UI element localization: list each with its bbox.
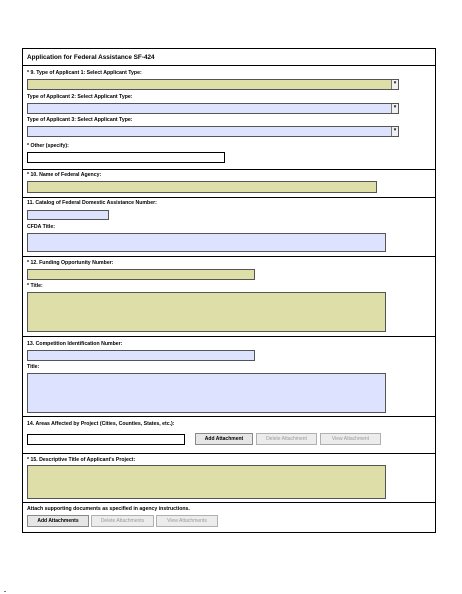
project-title-input[interactable] <box>27 465 386 499</box>
view-attachment-button[interactable]: View Attachment <box>320 433 381 445</box>
divider <box>23 453 435 454</box>
divider <box>23 416 435 417</box>
project-title-label: * 15. Descriptive Title of Applicant's Project: <box>27 457 136 463</box>
competition-label: 13. Competition Identification Number: <box>27 341 123 347</box>
divider <box>23 169 435 170</box>
applicant-type2-label: Type of Applicant 2: Select Applicant Type: <box>27 94 133 100</box>
add-attachments-button[interactable]: Add Attachments <box>27 515 89 527</box>
competition-number-input[interactable] <box>27 350 255 361</box>
agency-label: * 10. Name of Federal Agency: <box>27 172 102 178</box>
divider <box>23 65 435 66</box>
delete-attachment-button[interactable]: Delete Attachment <box>256 433 317 445</box>
competition-title-input[interactable] <box>27 373 386 413</box>
divider <box>23 197 435 198</box>
divider <box>23 336 435 337</box>
funding-number-input[interactable] <box>27 269 255 280</box>
page-mark <box>4 591 6 592</box>
delete-attachments-button[interactable]: Delete Attachments <box>91 515 154 527</box>
areas-label: 14. Areas Affected by Project (Cities, Counties, States, etc.): <box>27 421 175 427</box>
competition-title-label: Title: <box>27 364 40 370</box>
agency-input[interactable] <box>27 181 377 193</box>
sf424-form <box>22 48 436 533</box>
attach-note: Attach supporting documents as specified in agency instructions. <box>27 506 190 512</box>
cfda-number-label: 11. Catalog of Federal Domestic Assistance Number: <box>27 200 157 206</box>
applicant-type1-label: * 9. Type of Applicant 1: Select Applicant Type: <box>27 70 142 76</box>
divider <box>23 256 435 257</box>
applicant-type1-select[interactable] <box>27 79 399 90</box>
cfda-number-input[interactable] <box>27 210 109 220</box>
form-title: Application for Federal Assistance SF-424 <box>27 54 155 61</box>
other-specify-input[interactable] <box>27 152 225 163</box>
divider <box>23 502 435 503</box>
view-attachments-button[interactable]: View Attachments <box>156 515 218 527</box>
dropdown-arrow-icon[interactable]: ▾ <box>391 104 398 113</box>
funding-title-input[interactable] <box>27 292 386 332</box>
applicant-type2-select[interactable] <box>27 103 399 114</box>
funding-number-label: * 12. Funding Opportunity Number: <box>27 260 114 266</box>
add-attachment-button[interactable]: Add Attachment <box>195 433 253 445</box>
cfda-title-input[interactable] <box>27 233 386 252</box>
cfda-title-label: CFDA Title: <box>27 224 55 230</box>
dropdown-arrow-icon[interactable]: ▾ <box>391 127 398 136</box>
areas-file-input[interactable] <box>27 434 185 445</box>
other-label: * Other (specify): <box>27 143 69 149</box>
applicant-type3-select[interactable] <box>27 126 399 137</box>
dropdown-arrow-icon[interactable]: ▾ <box>391 80 398 89</box>
applicant-type3-label: Type of Applicant 3: Select Applicant Type: <box>27 117 133 123</box>
funding-title-label: * Title: <box>27 283 43 289</box>
